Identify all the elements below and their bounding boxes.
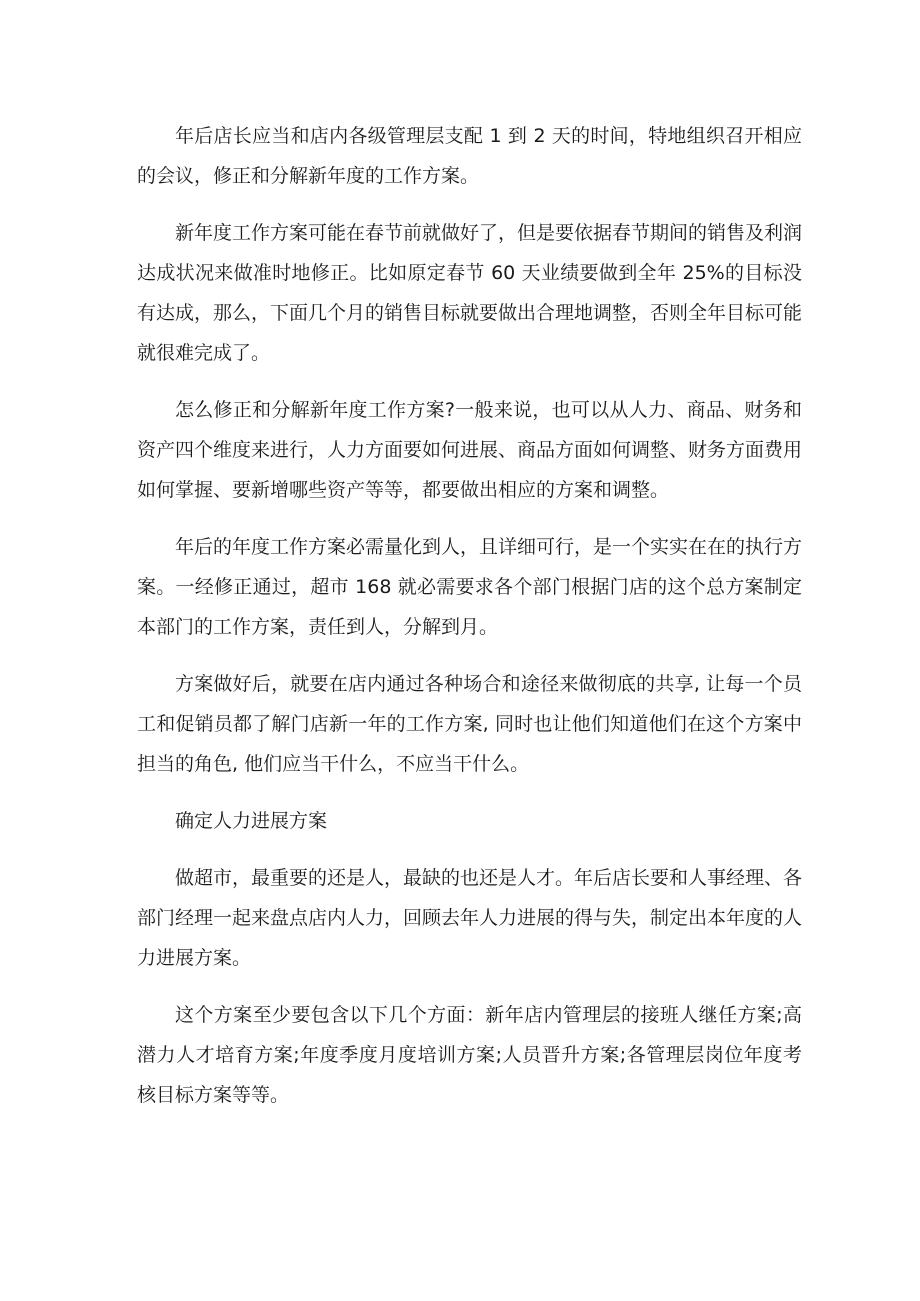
paragraph-4: 年后的年度工作方案必需量化到人，且详细可行，是一个实实在在的执行方案。一经修正通过，超市 168 就必需要求各个部门根据门店的这个总方案制定本部门的工作方案，责任到人，分解到月。: [137, 536, 803, 638]
paragraph-5: 方案做好后，就要在店内通过各种场合和途径来做彻底的共享, 让每一个员工和促销员都了解门店新一年的工作方案, 同时也让他们知道他们在这个方案中担当的角色, 他们应当干什么，不应当干什么。: [137, 673, 802, 775]
paragraph-2: 新年度工作方案可能在春节前就做好了，但是要依据春节期间的销售及利润达成状况来做准时地修正。比如原定春节 60 天业绩要做到全年 25%的目标没有达成，那么，下面几个月的销售目标就要做出合理地调整，否则全年目标可能就很难完成了。: [137, 222, 803, 364]
paragraph-1: 年后店长应当和店内各级管理层支配 1 到 2 天的时间，特地组织召开相应的会议，修正和分解新年度的工作方案。: [137, 125, 802, 187]
paragraph-7: 这个方案至少要包含以下几个方面：新年店内管理层的接班人继任方案;高潜力人才培育方案;年度季度月度培训方案;人员晋升方案;各管理层岗位年度考核目标方案等等。: [137, 1004, 802, 1106]
document-body: [137, 116, 802, 1132]
section-heading: 确定人力进展方案: [175, 810, 328, 832]
paragraph-3: 怎么修正和分解新年度工作方案?一般来说，也可以从人力、商品、财务和资产四个维度来进行，人力方面要如何进展、商品方面如何调整、财务方面费用如何掌握、要新增哪些资产等等，都要做出相应的方案和调整。: [137, 399, 803, 501]
paragraph-6: 做超市，最重要的还是人，最缺的也还是人才。年后店长要和人事经理、各部门经理一起来盘点店内人力，回顾去年人力进展的得与失，制定出本年度的人力进展方案。: [137, 867, 803, 969]
